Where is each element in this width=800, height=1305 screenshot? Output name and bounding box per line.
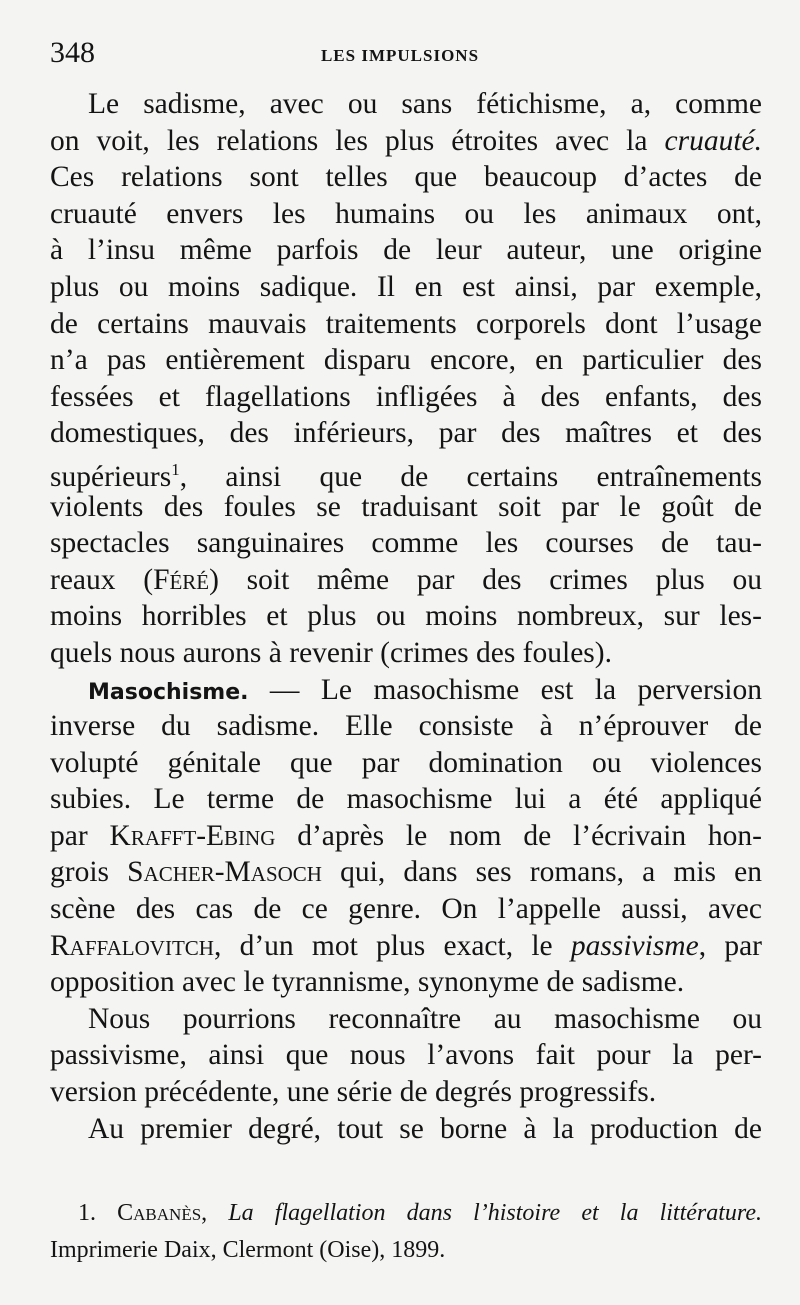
text-line: fessées et flagellations infligées à des enfants, des	[50, 380, 762, 413]
text-span: , ainsi que de certains entraînements	[179, 460, 762, 493]
body-text	[50, 86, 762, 1147]
footnote-line: 1. Cabanès, La flagellation dans l’histoire et la littérature.	[50, 1196, 762, 1233]
author-name: Sacher-Masoch	[127, 856, 322, 889]
author-name: Krafft-Ebing	[109, 819, 276, 852]
footnote-author: Cabanès	[117, 1200, 202, 1226]
text-span: , par	[698, 929, 762, 962]
text-line: n’a pas entièrement disparu encore, en particulier des	[50, 344, 762, 377]
section-heading: Masochisme.	[88, 679, 249, 705]
footnote-line: Imprimerie Daix, Clermont (Oise), 1899.	[50, 1236, 446, 1263]
text-line	[50, 818, 762, 855]
footnote-reference: 1	[171, 459, 180, 479]
text-span: , d’un mot plus exact, le	[213, 929, 571, 962]
text-line: volupté génitale que par domination ou violences	[50, 746, 762, 779]
page-number: 348	[50, 36, 95, 69]
text-line: inverse du sadisme. Elle consiste à n’éprouver de	[50, 710, 762, 743]
text-line: version précédente, une série de degrés progressifs.	[50, 1076, 657, 1109]
text-line: Nous pourrions reconnaître au masochisme ou	[88, 1002, 762, 1035]
paragraph-premier-degre	[50, 1111, 762, 1148]
text-line: spectacles sanguinaires comme les courses de tau-	[50, 527, 762, 560]
text-line: domestiques, des inférieurs, par des maîtres et des	[50, 417, 762, 450]
italic-term: cruauté.	[664, 124, 762, 157]
text-line	[50, 562, 762, 599]
text-span: on voit, les relations les plus étroites avec la	[50, 124, 665, 157]
text-line	[50, 854, 762, 891]
page-header	[0, 34, 800, 78]
text-line: violents des foules se traduisant soit par le goût de	[50, 490, 762, 523]
text-line: cruauté envers les humains ou les animaux ont,	[50, 197, 762, 230]
text-span: — Le masochisme est la perversion	[248, 673, 762, 706]
paragraph-masochisme	[50, 672, 762, 1001]
footnote	[50, 1196, 762, 1269]
text-line: à l’insu même parfois de leur auteur, une origine	[50, 234, 762, 267]
text-span: ) soit même par des crimes plus ou	[209, 563, 762, 596]
text-line	[50, 672, 762, 709]
running-head: LES IMPULSIONS	[320, 46, 480, 65]
text-span: qui, dans ses romans, a mis en	[321, 856, 762, 889]
text-line: de certains mauvais traitements corporels dont l’usage	[50, 307, 762, 340]
text-line: scène des cas de ce genre. On l’appelle aussi, avec	[50, 893, 762, 926]
text-line: moins horribles et plus ou moins nombreux, sur les-	[50, 600, 762, 633]
paragraph-degres	[50, 1001, 762, 1111]
text-line	[50, 452, 762, 493]
text-line: opposition avec le tyrannisme, synonyme de sadisme.	[50, 966, 685, 999]
text-line: passivisme, ainsi que nous l’avons fait pour la per-	[50, 1039, 762, 1072]
text-line: subies. Le terme de masochisme lui a été appliqué	[50, 783, 762, 816]
text-span: supérieurs	[50, 460, 172, 493]
text-line	[50, 123, 762, 160]
italic-term: passivisme	[570, 929, 699, 962]
text-span: par	[50, 819, 110, 852]
text-span: grois	[50, 856, 128, 889]
text-line: quels nous aurons à revenir (crimes des foules).	[50, 636, 612, 669]
paragraph-sadisme-cruaute	[50, 86, 762, 672]
text-span: reaux (	[50, 563, 154, 596]
text-span: d’après le nom de l’écrivain hon-	[275, 819, 763, 852]
footnote-number: 1.	[78, 1200, 96, 1226]
author-name: Féré	[153, 563, 210, 596]
footnote-title: La flagellation dans l’histoire et la littérature.	[228, 1200, 763, 1226]
text-line: plus ou moins sadique. Il en est ainsi, par exemple,	[50, 270, 762, 303]
text-line: Au premier degré, tout se borne à la production de	[88, 1112, 762, 1145]
text-line: Ces relations sont telles que beaucoup d’actes de	[50, 161, 762, 194]
text-line: Le sadisme, avec ou sans fétichisme, a, comme	[88, 88, 762, 120]
text-line	[50, 928, 762, 965]
author-name: Raffalovitch	[50, 929, 214, 962]
